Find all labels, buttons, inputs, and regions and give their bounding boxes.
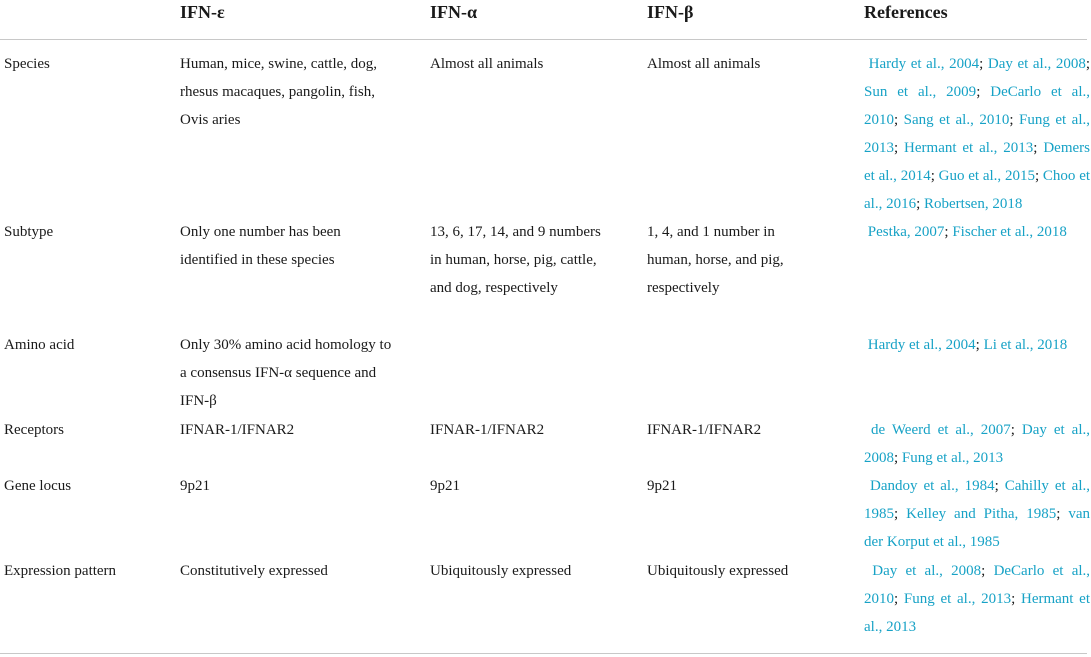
ifn-alpha-cell: Almost all animals: [430, 56, 544, 72]
ifn-epsilon-cell: Only one number has been identified in these species: [180, 224, 341, 268]
reference-link[interactable]: Dandoy et al., 1984: [869, 478, 995, 494]
ifn-epsilon-cell: Only 30% amino acid homology to a consensus IFN-α sequence and IFN-β: [180, 337, 392, 409]
row-label: Subtype: [4, 224, 54, 240]
reference-link[interactable]: Demers et al., 2014: [864, 140, 1090, 184]
reference-link[interactable]: Day et al., 2008: [987, 56, 1086, 72]
reference-link[interactable]: DeCarlo et al., 2010: [864, 563, 1091, 607]
reference-link[interactable]: Fung et al., 2013: [903, 591, 1012, 607]
ifn-beta-cell: 9p21: [647, 478, 677, 494]
ifn-beta-cell: Almost all animals: [647, 56, 761, 72]
ifn-beta-cell: 1, 4, and 1 number in human, horse, and pig, respectively: [647, 224, 784, 296]
references-cell: [864, 50, 1090, 218]
reference-link[interactable]: Fung et al., 2013: [901, 450, 1004, 466]
reference-link[interactable]: Sun et al., 2009: [864, 84, 977, 100]
reference-separator: ;: [894, 112, 904, 128]
reference-separator: ;: [1011, 591, 1021, 607]
references-cell: [864, 218, 1090, 246]
header-ifn-epsilon: IFN-ε: [180, 2, 225, 22]
reference-link[interactable]: Cahilly et al., 1985: [864, 478, 1091, 522]
header-references: References: [864, 2, 948, 22]
header-divider: [0, 39, 1087, 40]
reference-link[interactable]: Day et al., 2008: [872, 563, 982, 579]
ifn-epsilon-cell: 9p21: [180, 478, 210, 494]
reference-separator: ;: [1009, 112, 1019, 128]
reference-link[interactable]: van der Korput et al., 1985: [864, 506, 1090, 550]
reference-separator: ;: [916, 196, 924, 212]
reference-separator: ;: [976, 84, 991, 100]
row-label: Gene locus: [4, 478, 72, 494]
reference-separator: ;: [1010, 422, 1022, 438]
references-cell: [864, 557, 1090, 641]
reference-separator: ;: [894, 140, 905, 156]
reference-link[interactable]: Day et al., 2008: [864, 422, 1090, 466]
reference-separator: ;: [894, 450, 902, 466]
row-label: Species: [4, 56, 50, 72]
ifn-epsilon-cell: IFNAR-1/IFNAR2: [180, 422, 295, 438]
reference-link[interactable]: Fung et al., 2013: [864, 112, 1090, 156]
reference-link[interactable]: de Weerd et al., 2007: [870, 422, 1011, 438]
ifn-alpha-cell: 9p21: [430, 478, 460, 494]
reference-link[interactable]: Robertsen, 2018: [924, 196, 1023, 212]
row-label: Receptors: [4, 422, 64, 438]
reference-separator: ;: [1056, 506, 1069, 522]
reference-link[interactable]: Li et al., 2018: [983, 337, 1068, 353]
reference-link[interactable]: Hermant et al., 2013: [904, 140, 1034, 156]
reference-link[interactable]: Fischer et al., 2018: [952, 224, 1067, 240]
reference-link[interactable]: Hardy et al., 2004: [868, 56, 980, 72]
reference-separator: ;: [930, 168, 939, 184]
reference-link[interactable]: Sang et al., 2010: [903, 112, 1010, 128]
reference-link[interactable]: Hermant et al., 2013: [864, 591, 1091, 635]
ifn-epsilon-cell: Human, mice, swine, cattle, dog, rhesus macaques, pangolin, fish, Ovis aries: [180, 56, 378, 128]
header-ifn-alpha: IFN-α: [430, 2, 478, 22]
references-cell: [864, 472, 1090, 556]
reference-separator: ;: [1034, 168, 1043, 184]
reference-separator: ;: [979, 56, 988, 72]
reference-link[interactable]: DeCarlo et al., 2010: [864, 84, 1091, 128]
reference-separator: ;: [1033, 140, 1044, 156]
ifn-alpha-cell: IFNAR-1/IFNAR2: [430, 422, 545, 438]
header-ifn-beta: IFN-β: [647, 2, 694, 22]
references-cell: [864, 331, 1090, 359]
reference-separator: ;: [894, 591, 904, 607]
ifn-alpha-cell: Ubiquitously expressed: [430, 563, 572, 579]
reference-separator: ;: [981, 563, 994, 579]
row-label: Expression pattern: [4, 563, 117, 579]
ifn-beta-cell: Ubiquitously expressed: [647, 563, 789, 579]
reference-separator: ;: [1085, 56, 1090, 72]
ifn-beta-cell: IFNAR-1/IFNAR2: [647, 422, 762, 438]
reference-link[interactable]: Pestka, 2007: [867, 224, 945, 240]
ifn-epsilon-cell: Constitutively expressed: [180, 563, 328, 579]
reference-link[interactable]: Kelley and Pitha, 1985: [906, 506, 1057, 522]
table-bottom-rule: [0, 653, 1087, 654]
reference-separator: ;: [994, 478, 1005, 494]
ifn-alpha-cell: 13, 6, 17, 14, and 9 numbers in human, horse, pig, cattle, and dog, respectively: [430, 224, 601, 296]
reference-link[interactable]: Choo et al., 2016: [864, 168, 1091, 212]
reference-separator: ;: [944, 224, 953, 240]
reference-separator: ;: [894, 506, 907, 522]
row-label: Amino acid: [4, 337, 75, 353]
references-cell: [864, 416, 1090, 472]
reference-link[interactable]: Guo et al., 2015: [938, 168, 1035, 184]
reference-link[interactable]: Hardy et al., 2004: [867, 337, 976, 353]
reference-separator: ;: [975, 337, 984, 353]
